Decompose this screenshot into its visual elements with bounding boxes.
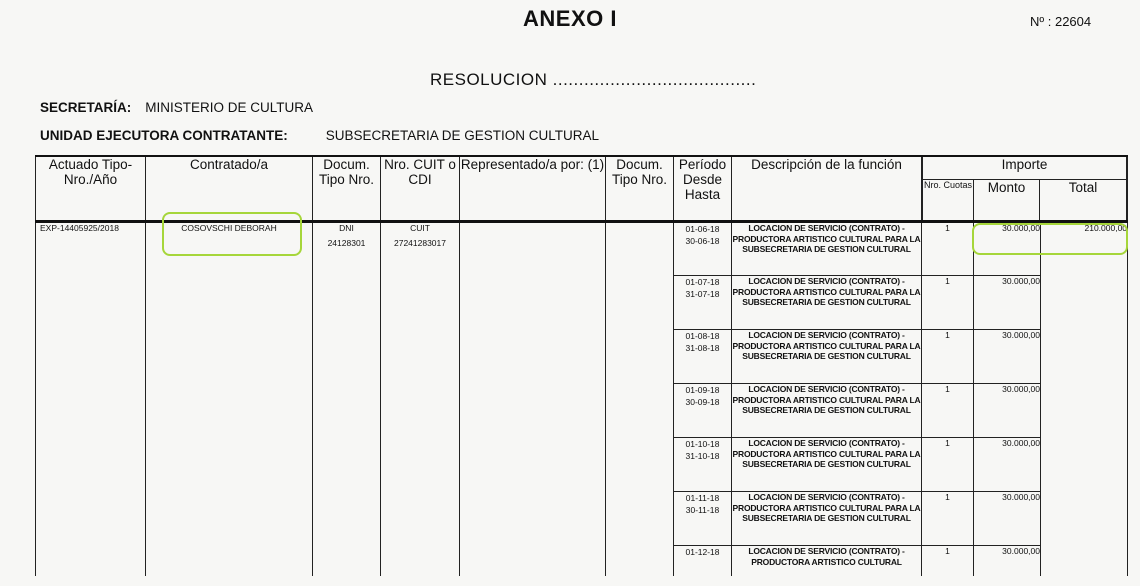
monto-cell: 30.000,00: [974, 276, 1041, 330]
descripcion-cell: LOCACION DE SERVICIO (CONTRATO) - PRODUCTORA ARTISTICO CULTURAL PARA LA SUBSECRETARIA DE GESTION CULTURAL: [732, 222, 922, 276]
document-number: Nº : 22604: [1030, 14, 1092, 29]
descripcion-cell: LOCACION DE SERVICIO (CONTRATO) - PRODUCTORA ARTISTICO CULTURAL PARA LA SUBSECRETARIA DE GESTION CULTURAL: [732, 384, 922, 438]
secretaria-value: MINISTERIO DE CULTURA: [145, 100, 314, 115]
cuotas-cell: 1: [922, 276, 974, 330]
cuit-tipo: CUIT: [410, 223, 430, 233]
total-cell: 210.000,00: [1041, 222, 1128, 576]
periodo-desde: 01-07-18: [685, 277, 720, 287]
col-monto: Monto: [974, 180, 1040, 221]
actuado-cell: EXP-14405925/2018: [36, 222, 146, 576]
col-descripcion: Descripción de la función: [732, 156, 922, 222]
cuit-nro: 27241283017: [393, 238, 446, 248]
cuotas-cell: 1: [922, 492, 974, 546]
unidad-value: SUBSECRETARIA DE GESTION CULTURAL: [325, 128, 600, 143]
periodo-desde: 01-06-18: [685, 224, 720, 234]
cuotas-cell: 1: [922, 546, 974, 576]
col-docum: Docum. Tipo Nro.: [313, 156, 381, 222]
docum-rep-cell: [606, 222, 674, 576]
col-total: Total: [1040, 180, 1127, 221]
representado-cell: [460, 222, 606, 576]
periodo-hasta: 30-11-18: [685, 505, 720, 515]
periodo-cell: [674, 438, 732, 492]
periodo-desde: 01-10-18: [685, 439, 720, 449]
doc-nro: 24128301: [327, 238, 366, 248]
doc-tipo: DNI: [339, 223, 354, 233]
periodo-desde: 01-12-18: [685, 547, 720, 557]
periodo-desde: 01-08-18: [685, 331, 720, 341]
col-cuit: Nro. CUIT o CDI: [381, 156, 460, 222]
col-cuotas: Nro. Cuotas: [923, 180, 974, 221]
col-contratado: Contratado/a: [146, 156, 313, 222]
monto-cell: 30.000,00: [974, 330, 1041, 384]
unidad-line: [40, 128, 599, 143]
cuotas-cell: 1: [922, 438, 974, 492]
unidad-label: UNIDAD EJECUTORA CONTRATANTE:: [40, 128, 288, 143]
periodo-cell: [674, 276, 732, 330]
periodo-desde: 01-09-18: [685, 385, 720, 395]
col-importe-group: [922, 156, 1128, 222]
resolution-line: RESOLUCION .......................................: [430, 70, 757, 89]
periodo-cell: [674, 546, 732, 576]
periodo-cell: [674, 330, 732, 384]
descripcion-cell: LOCACION DE SERVICIO (CONTRATO) - PRODUCTORA ARTISTICO CULTURAL: [732, 546, 922, 576]
document-title: ANEXO I: [523, 6, 617, 31]
highlight-monto-total: [972, 223, 1128, 255]
secretaria-line: [40, 100, 313, 115]
cuotas-cell: 1: [922, 222, 974, 276]
monto-cell: 30.000,00: [974, 546, 1041, 576]
cuotas-cell: 1: [922, 330, 974, 384]
col-actuado: Actuado Tipo-Nro./Año: [36, 156, 146, 222]
periodo-hasta: 31-08-18: [685, 343, 720, 353]
periodo-cell: [674, 384, 732, 438]
periodo-cell: [674, 492, 732, 546]
descripcion-cell: LOCACION DE SERVICIO (CONTRATO) - PRODUCTORA ARTISTICO CULTURAL PARA LA SUBSECRETARIA DE GESTION CULTURAL: [732, 330, 922, 384]
monto-cell: 30.000,00: [974, 438, 1041, 492]
descripcion-cell: LOCACION DE SERVICIO (CONTRATO) - PRODUCTORA ARTISTICO CULTURAL PARA LA SUBSECRETARIA DE GESTION CULTURAL: [732, 276, 922, 330]
descripcion-cell: LOCACION DE SERVICIO (CONTRATO) - PRODUCTORA ARTISTICO CULTURAL PARA LA SUBSECRETARIA DE GESTION CULTURAL: [732, 438, 922, 492]
col-docum-rep: Docum. Tipo Nro.: [606, 156, 674, 222]
col-importe: Importe: [923, 157, 1127, 180]
periodo-hasta: 31-10-18: [685, 451, 720, 461]
highlight-contratado: [162, 212, 302, 256]
monto-cell: 30.000,00: [974, 222, 1041, 276]
periodo-desde: 01-11-18: [685, 493, 720, 503]
monto-cell: 30.000,00: [974, 492, 1041, 546]
periodo-hasta: 30-09-18: [685, 397, 720, 407]
monto-cell: 30.000,00: [974, 384, 1041, 438]
periodo-hasta: 30-06-18: [685, 236, 720, 246]
cuit-cell: [381, 222, 460, 576]
docum-cell: [313, 222, 381, 576]
col-representado: Representado/a por: (1): [460, 156, 606, 222]
contratado-cell: COSOVSCHI DEBORAH: [146, 222, 313, 576]
periodo-cell: [674, 222, 732, 276]
periodo-hasta: 31-07-18: [685, 289, 720, 299]
secretaria-label: SECRETARÍA:: [40, 100, 132, 115]
cuotas-cell: 1: [922, 384, 974, 438]
descripcion-cell: LOCACION DE SERVICIO (CONTRATO) - PRODUCTORA ARTISTICO CULTURAL PARA LA SUBSECRETARIA DE GESTION CULTURAL: [732, 492, 922, 546]
col-periodo: Período Desde Hasta: [674, 156, 732, 222]
